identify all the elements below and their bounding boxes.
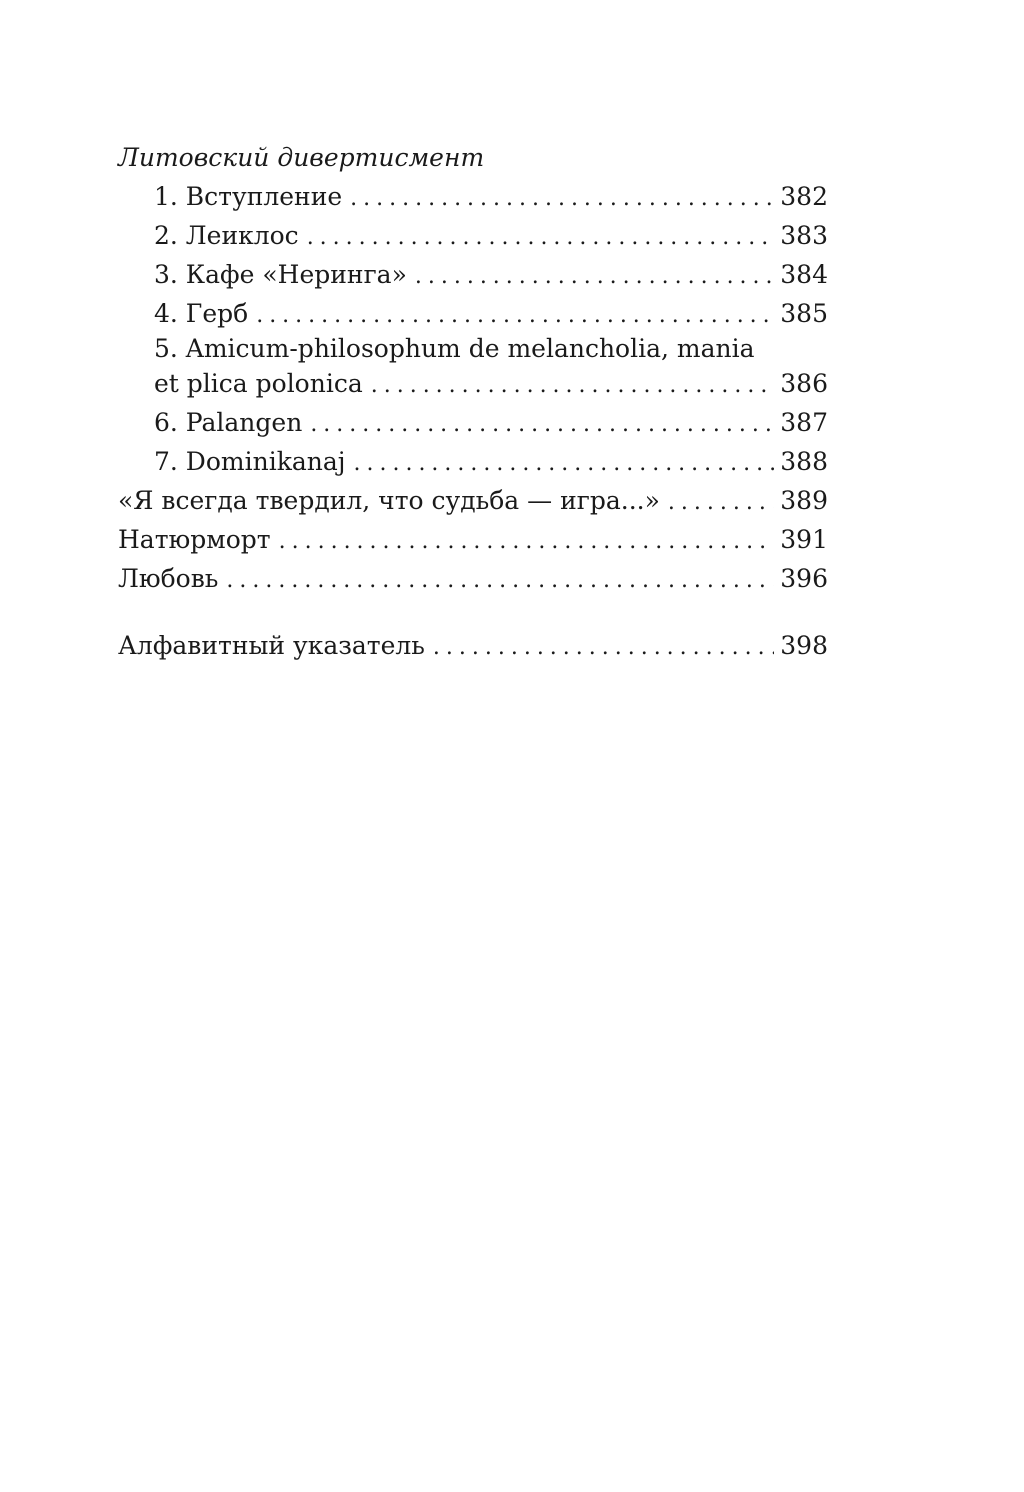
toc-entry-page: 385 [780,299,828,328]
toc-entry-7 [118,442,828,481]
dot-leader [354,444,775,483]
toc-entry-2 [118,216,828,255]
toc-entry-label: 6. Palangen [154,408,303,437]
toc-entry-6 [118,403,828,442]
toc-entry-page: 382 [780,182,828,211]
dot-leader [307,218,775,257]
dot-leader [668,483,774,522]
dot-leader [433,628,774,667]
toc-entry-1 [118,177,828,216]
toc-entry-page: 391 [780,525,828,554]
dot-leader [415,257,774,296]
table-of-contents [118,138,828,665]
dot-leader [310,405,774,444]
toc-entry-label: 3. Кафе «Неринга» [154,260,407,289]
toc-entry-page: 388 [780,447,828,476]
dot-leader [371,366,775,405]
dot-leader [279,522,775,561]
toc-entry-page: 384 [780,260,828,289]
toc-entry-label-line2: et plica polonica [154,369,363,398]
toc-entry-love [118,559,828,598]
toc-entry-poem [118,481,828,520]
spacer [118,598,828,626]
dot-leader [256,296,774,335]
toc-entry-page: 396 [780,564,828,593]
toc-entry-still-life [118,520,828,559]
toc-entry-label: Алфавитный указатель [118,631,425,660]
toc-entry-label: Натюрморт [118,525,271,554]
toc-entry-page: 398 [780,631,828,660]
toc-entry-page: 383 [780,221,828,250]
toc-entry-3 [118,255,828,294]
toc-entry-page: 389 [780,486,828,515]
toc-entry-label: 2. Леиклос [154,221,299,250]
toc-entry-label: 7. Dominikanaj [154,447,346,476]
toc-entry-label: «Я всегда твердил, что судьба — игра...» [118,486,660,515]
toc-entry-index [118,626,828,665]
toc-entry-page: 386 [780,369,828,398]
toc-entry-label-line1: 5. Amicum-philosophum de melancholia, mania [154,334,755,363]
section-title: Литовский дивертисмент [118,143,485,172]
toc-entry-4 [118,294,828,333]
toc-entry-page: 387 [780,408,828,437]
dot-leader [350,179,774,218]
toc-entry-label: 4. Герб [154,299,249,328]
dot-leader [226,561,774,600]
toc-entry-label: 1. Вступление [154,182,343,211]
toc-entry-5-line2 [154,364,828,403]
toc-entry-5 [118,333,828,403]
toc-entry-label: Любовь [118,564,219,593]
